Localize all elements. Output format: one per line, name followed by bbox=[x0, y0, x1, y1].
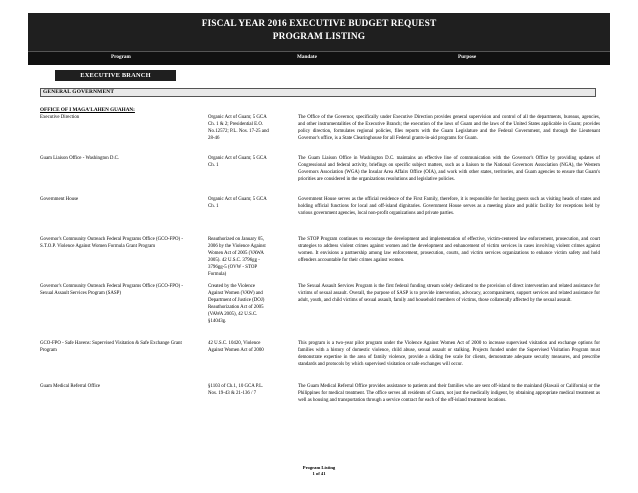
program-mandate: Created by the Violence Against Women (VAW) and Department of Justice (DOJ) Reauthorization Act of 2005 (VAWA 2005), 42 U.S.C. §14043g. bbox=[208, 284, 265, 324]
column-header-mandate: Mandate bbox=[297, 54, 317, 60]
program-name: GCO-FPO - Safe Havens: Supervised Visitation & Safe Exchange Grant Program bbox=[40, 341, 182, 353]
executive-branch-label: EXECUTIVE BRANCH bbox=[55, 70, 176, 81]
report-subtitle: PROGRAM LISTING bbox=[272, 32, 366, 42]
program-purpose: The Office of the Governor, specifically under Executive Direction provides general supervision and control of all the departments, bureaus, agencies, and other instrumentalities of the Executive Branch; the execution of the laws of Guam and the laws of the United States applicable in Guam; provides policy direction, formulates regional policies, files reports with the Guam Legislature and the Federal Government, and through the Lieutenant Governor's office, is a State Clearinghouse for all Federal grants-in-aid programs for Guam. bbox=[298, 115, 600, 141]
column-header-purpose: Purpose bbox=[458, 54, 477, 60]
page-number: 1 of 41 bbox=[312, 471, 326, 476]
program-mandate: 42 U.S.C. 10420, Violence Against Women Act of 2000 bbox=[208, 341, 264, 353]
page-footer bbox=[0, 465, 638, 477]
program-name: Government House bbox=[40, 197, 79, 202]
program-purpose: Government House serves as the official residence of the First Family, therefore, it is responsible for hosting guests such as visiting heads of states and holding official functions for local and off-island dignitaries. Government House serves as a meeting place and public facility for receptions held by various government agencies, local non-profit organizations and private parties. bbox=[298, 197, 600, 216]
program-purpose: The Guam Medical Referral Office provides assistance to patients and their families who are sent off-island to the mainland (Hawaii or California) or the Philippines for medical treatment. The office serves all residents of Guam, not just the medically indigent, by obtaining appropriate medical treatment as well as housing and transportation through a service contract for each of the off-island treatment locations. bbox=[298, 384, 600, 403]
column-header-row bbox=[28, 51, 610, 65]
program-mandate: Organic Act of Guam; 5 GCA Ch. 1 bbox=[208, 156, 267, 168]
column-header-program: Program bbox=[111, 54, 131, 60]
program-mandate: Organic Act of Guam; 5 GCA Ch. 1 bbox=[208, 197, 267, 209]
report-header bbox=[28, 13, 610, 65]
program-purpose: The Sexual Assault Services Program is the first federal funding stream solely dedicated to the provision of direct intervention and related assistance for victims of sexual assault. Overall, the purpose of SASP is to provide intervention, advocacy, accompaniment, support services and related assistance for adult, youth, and child victims of sexual assault, family and household members of victims, those collaterally affected by the sexual assault. bbox=[298, 284, 600, 303]
report-title-area bbox=[28, 13, 610, 51]
report-title: FISCAL YEAR 2016 EXECUTIVE BUDGET REQUEST bbox=[201, 19, 437, 29]
program-purpose: This program is a two-year pilot program under the Violence Against Women Act of 2000 to increase supervised visitation and exchange options for families with a history of domestic violence, child abuse, sexual assault or stalking. Projects funded under the Supervised Visitation Program must demonstrate expertise in the area of family violence, provide a sliding fee scale for clients, demonstrate adequate security measures, and prescribe standards and protocols by which supervised visitation or safe exchanges will occur. bbox=[298, 341, 600, 367]
footer-label: Program Listing bbox=[302, 465, 336, 470]
office-title: OFFICE OF I MAGA'LAHEN GUAHAN: bbox=[40, 107, 135, 113]
program-name: Governor's Community Outreach Federal Programs Office (GCO-FPO) - S.T.O.P. Violence Against Women Formula Grant Program bbox=[40, 237, 183, 249]
program-name: Guam Medical Referral Office bbox=[40, 384, 101, 389]
program-mandate: Organic Act of Guam; 5 GCA Ch. 1 & 2; Presidential E.O. No.12572; P.L. Nos. 17-25 and 28-46 bbox=[208, 115, 269, 141]
program-mandate: Reauthorized on January 05, 2006 by the Violence Against Women Act of 2005 (VAWA 2005). 42 U.S.C. 3796gg - 3796gg-5 (OVW - STOP Formula) bbox=[208, 237, 266, 277]
program-name: Executive Direction bbox=[40, 115, 80, 120]
section-general-government: GENERAL GOVERNMENT bbox=[40, 88, 596, 97]
program-purpose: The Guam Liaison Office in Washington D.C. maintains an effective line of communication with the Governor's Office by providing updates of Congressional and federal activity, briefings on specific subject matters, such as a liaison to the National Governors Association (NGA), the Western Governors Association (WGA) the Insular Area Affairs Office (OIA), and work with other states, territories, and Guam agencies to ensure that Guam's priorities are considered in the organizations resolutions and legislative policies. bbox=[298, 156, 600, 182]
program-mandate: §1103 of Ch.1, 10 GCA P.L. Nos. 19-43 & 21-136 / 7 bbox=[208, 384, 264, 396]
program-name: Governor's Community Outreach Federal Programs Office (GCO-FPO) - Sexual Assault Services Program (SASP) bbox=[40, 284, 183, 296]
program-name: Guam Liaison Office - Washington D.C. bbox=[40, 156, 120, 161]
program-purpose: The STOP Program continues to encourage the development and implementation of effective, victim-centered law enforcement, prosecution, and court strategies to address violent crimes against women and the development and enhancement of victim services in cases involving violent crimes against women. It envisions a partnership among law enforcement, prosecution, courts, and victim services organizations to enhance victim safety and hold offenders accountable for their crimes against women. bbox=[298, 237, 600, 263]
